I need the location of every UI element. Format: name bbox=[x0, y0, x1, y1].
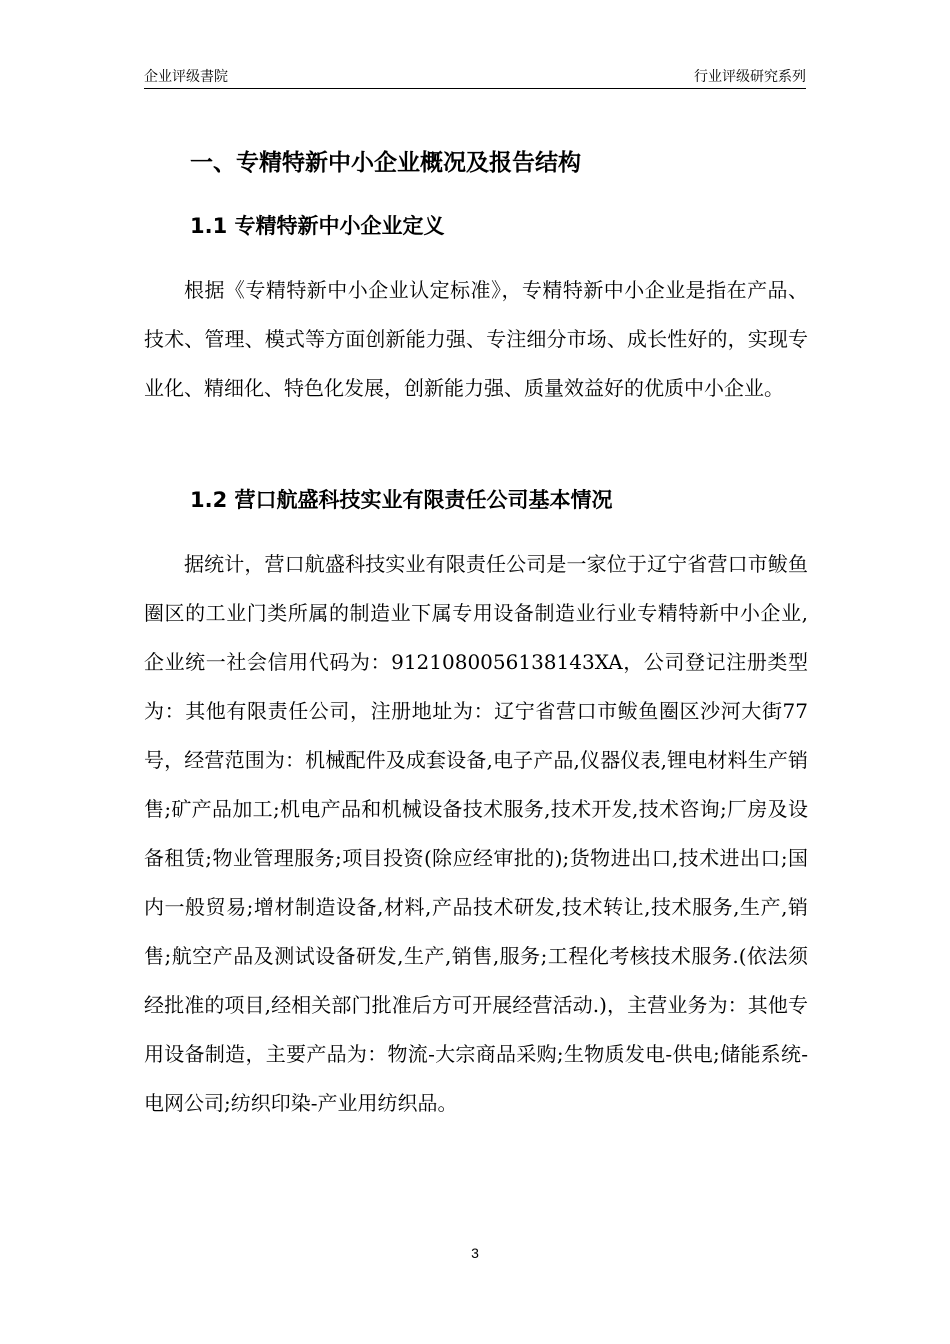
header-left-title: 企业评级書院 bbox=[144, 68, 228, 84]
subsection-heading-company: 1.2 营口航盛科技实业有限责任公司基本情况 bbox=[190, 488, 613, 512]
definition-paragraph: 根据《专精特新中小企业认定标准》，专精特新中小企业是指在产品、技术、管理、模式等方面创新能力强、专注细分市场、成长性好的，实现专业化、精细化、特色化发展，创新能力强、质量效益好的优质中小企业。 bbox=[144, 278, 808, 400]
subsection-heading-definition: 1.1 专精特新中小企业定义 bbox=[190, 214, 445, 238]
header-right-title: 行业评级研究系列 bbox=[694, 68, 806, 84]
page-header bbox=[144, 66, 806, 89]
page-number: 3 bbox=[471, 1245, 479, 1261]
section-heading: 一、专精特新中小企业概况及报告结构 bbox=[190, 150, 581, 176]
company-paragraph: 据统计，营口航盛科技实业有限责任公司是一家位于辽宁省营口市鲅鱼圈区的工业门类所属的制造业下属专用设备制造业行业专精特新中小企业,企业统一社会信用代码为：9121080056138143XA，公司登记注册类型为：其他有限责任公司，注册地址为：辽宁省营口市鲅鱼圈区沙河大街77号，经营范围为：机械配件及成套设备,电子产品,仪器仪表,锂电材料生产销售;矿产品加工;机电产品和机械设备技术服务,技术开发,技术咨询;厂房及设备租赁;物业管理服务;项目投资(除应经审批的);货物进出口,技术进出口;国内一般贸易;增材制造设备,材料,产品技术研发,技术转让,技术服务,生产,销售;航空产品及测试设备研发,生产,销售,服务;工程化考核技术服务.(依法须经批准的项目,经相关部门批准后方可开展经营活动.)，主营业务为：其他专用设备制造，主要产品为：物流-大宗商品采购;生物质发电-供电;储能系统-电网公司;纺织印染-产业用纺织品。 bbox=[144, 552, 808, 1115]
